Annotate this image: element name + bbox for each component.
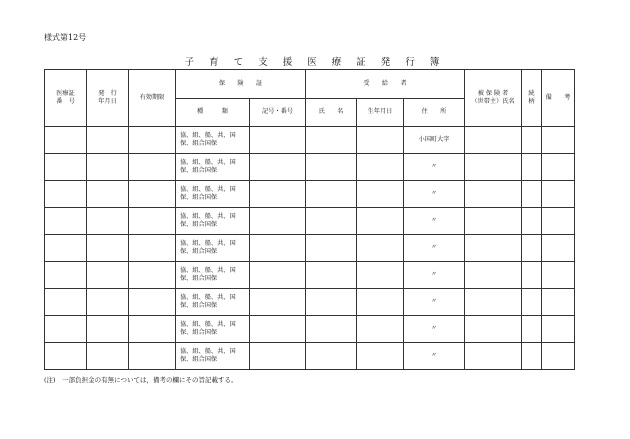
cell-validity[interactable] xyxy=(129,154,176,181)
cell-name[interactable] xyxy=(306,289,357,316)
cell-name[interactable] xyxy=(306,127,357,154)
header-issue-date xyxy=(87,70,129,127)
cell-symbol-number[interactable] xyxy=(250,127,306,154)
cell-type[interactable] xyxy=(176,235,250,262)
header-address-text: 住 所 xyxy=(421,108,447,116)
cell-issue-date[interactable] xyxy=(87,316,129,343)
cell-issue-date[interactable] xyxy=(87,208,129,235)
header-name xyxy=(306,99,357,127)
cell-card-number[interactable] xyxy=(45,208,87,235)
cell-remarks[interactable] xyxy=(542,343,575,370)
header-symbol-number xyxy=(250,99,306,127)
type-line-1: 協、組、船、共、国 xyxy=(180,266,236,274)
cell-type[interactable] xyxy=(176,289,250,316)
cell-issue-date[interactable] xyxy=(87,343,129,370)
type-line-2: 保、組合国保 xyxy=(180,140,218,147)
type-line-2: 保、組合国保 xyxy=(180,329,218,336)
cell-card-number[interactable] xyxy=(45,127,87,154)
cell-remarks[interactable] xyxy=(542,262,575,289)
cell-name[interactable] xyxy=(306,181,357,208)
cell-type[interactable] xyxy=(176,154,250,181)
header-card-number-text: 医療証 番 号 xyxy=(56,89,75,105)
cell-type[interactable] xyxy=(176,262,250,289)
cell-validity[interactable] xyxy=(129,127,176,154)
cell-remarks[interactable] xyxy=(542,154,575,181)
cell-remarks[interactable] xyxy=(542,181,575,208)
cell-insured[interactable] xyxy=(465,289,522,316)
cell-validity[interactable] xyxy=(129,289,176,316)
table-row xyxy=(45,343,575,370)
table-row xyxy=(45,127,575,154)
type-line-1: 協、組、船、共、国 xyxy=(180,239,236,247)
address-text: 小国町大字 xyxy=(418,135,450,143)
table-row xyxy=(45,181,575,208)
cell-issue-date[interactable] xyxy=(87,127,129,154)
cell-card-number[interactable] xyxy=(45,181,87,208)
type-line-1: 協、組、船、共、国 xyxy=(180,131,236,139)
cell-symbol-number[interactable] xyxy=(250,316,306,343)
type-line-2: 保、組合国保 xyxy=(180,248,218,255)
table-row xyxy=(45,154,575,181)
cell-insured[interactable] xyxy=(465,208,522,235)
cell-remarks[interactable] xyxy=(542,289,575,316)
cell-remarks[interactable] xyxy=(542,127,575,154)
cell-validity[interactable] xyxy=(129,316,176,343)
table-row xyxy=(45,235,575,262)
issuance-register-table xyxy=(44,69,575,370)
cell-type[interactable] xyxy=(176,208,250,235)
cell-validity[interactable] xyxy=(129,235,176,262)
header-insured-text: 被 保 険 者 （世帯主）氏名 xyxy=(471,89,515,105)
cell-card-number[interactable] xyxy=(45,343,87,370)
cell-relationship[interactable] xyxy=(522,289,542,316)
cell-relationship[interactable] xyxy=(522,208,542,235)
cell-card-number[interactable] xyxy=(45,262,87,289)
cell-address[interactable] xyxy=(404,154,465,181)
type-line-1: 協、組、船、共、国 xyxy=(180,320,236,328)
type-line-1: 協、組、船、共、国 xyxy=(180,293,236,301)
cell-remarks[interactable] xyxy=(542,208,575,235)
cell-type[interactable] xyxy=(176,127,250,154)
header-issue-date-text: 発 行 年月日 xyxy=(98,89,117,105)
type-line-2: 保、組合国保 xyxy=(180,194,218,201)
cell-issue-date[interactable] xyxy=(87,289,129,316)
table-row xyxy=(45,289,575,316)
cell-address[interactable] xyxy=(404,289,465,316)
cell-card-number[interactable] xyxy=(45,289,87,316)
cell-relationship[interactable] xyxy=(522,181,542,208)
cell-insured[interactable] xyxy=(465,127,522,154)
cell-address[interactable] xyxy=(404,316,465,343)
address-text: 〃 xyxy=(430,297,438,305)
header-relationship xyxy=(522,70,542,127)
type-line-2: 保、組合国保 xyxy=(180,221,218,228)
header-symbol-number-text: 記号・番号 xyxy=(262,108,293,116)
table-row xyxy=(45,316,575,343)
document-title: 子 育 て 支 援 医 療 証 発 行 簿 xyxy=(184,57,446,68)
type-line-1: 協、組、船、共、国 xyxy=(180,347,236,355)
header-insured xyxy=(465,70,522,127)
cell-address[interactable] xyxy=(404,235,465,262)
cell-type[interactable] xyxy=(176,316,250,343)
header-remarks-text: 備 考 xyxy=(545,93,571,101)
cell-name[interactable] xyxy=(306,235,357,262)
cell-symbol-number[interactable] xyxy=(250,154,306,181)
type-line-2: 保、組合国保 xyxy=(180,167,218,174)
cell-symbol-number[interactable] xyxy=(250,262,306,289)
cell-symbol-number[interactable] xyxy=(250,343,306,370)
cell-remarks[interactable] xyxy=(542,316,575,343)
address-text: 〃 xyxy=(430,162,438,170)
cell-symbol-number[interactable] xyxy=(250,181,306,208)
cell-name[interactable] xyxy=(306,316,357,343)
address-text: 〃 xyxy=(430,243,438,251)
type-line-2: 保、組合国保 xyxy=(180,302,218,309)
cell-name[interactable] xyxy=(306,154,357,181)
cell-relationship[interactable] xyxy=(522,235,542,262)
cell-card-number[interactable] xyxy=(45,154,87,181)
cell-birthdate[interactable] xyxy=(357,262,404,289)
header-validity xyxy=(129,70,176,127)
cell-birthdate[interactable] xyxy=(357,154,404,181)
cell-validity[interactable] xyxy=(129,343,176,370)
header-name-text: 氏 名 xyxy=(318,108,344,116)
cell-address[interactable] xyxy=(404,262,465,289)
table-row xyxy=(45,262,575,289)
header-type-text: 種 類 xyxy=(197,108,228,116)
cell-symbol-number[interactable] xyxy=(250,208,306,235)
address-text: 〃 xyxy=(430,189,438,197)
cell-issue-date[interactable] xyxy=(87,235,129,262)
cell-birthdate[interactable] xyxy=(357,235,404,262)
cell-type[interactable] xyxy=(176,343,250,370)
cell-name[interactable] xyxy=(306,262,357,289)
cell-address[interactable] xyxy=(404,181,465,208)
cell-name[interactable] xyxy=(306,343,357,370)
cell-type[interactable] xyxy=(176,181,250,208)
header-address xyxy=(404,99,465,127)
header-insurance-text: 保 険 証 xyxy=(218,79,263,87)
cell-insured[interactable] xyxy=(465,343,522,370)
cell-issue-date[interactable] xyxy=(87,262,129,289)
cell-insured[interactable] xyxy=(465,154,522,181)
cell-relationship[interactable] xyxy=(522,316,542,343)
cell-relationship[interactable] xyxy=(522,154,542,181)
cell-birthdate[interactable] xyxy=(357,316,404,343)
cell-insured[interactable] xyxy=(465,181,522,208)
header-validity-text: 有効期限 xyxy=(139,93,165,101)
address-text: 〃 xyxy=(430,351,438,359)
table-row xyxy=(45,208,575,235)
cell-birthdate[interactable] xyxy=(357,208,404,235)
type-line-2: 保、組合国保 xyxy=(180,275,218,282)
header-insurance xyxy=(176,70,306,99)
cell-card-number[interactable] xyxy=(45,235,87,262)
header-remarks xyxy=(542,70,575,127)
header-beneficiary xyxy=(306,70,465,99)
cell-relationship[interactable] xyxy=(522,343,542,370)
cell-card-number[interactable] xyxy=(45,316,87,343)
cell-validity[interactable] xyxy=(129,208,176,235)
cell-address[interactable] xyxy=(404,208,465,235)
cell-symbol-number[interactable] xyxy=(250,235,306,262)
register-body xyxy=(45,127,575,370)
cell-relationship[interactable] xyxy=(522,262,542,289)
cell-relationship[interactable] xyxy=(522,127,542,154)
type-line-1: 協、組、船、共、国 xyxy=(180,212,236,220)
type-line-1: 協、組、船、共、国 xyxy=(180,185,236,193)
cell-validity[interactable] xyxy=(129,181,176,208)
cell-issue-date[interactable] xyxy=(87,181,129,208)
address-text: 〃 xyxy=(430,324,438,332)
address-text: 〃 xyxy=(430,216,438,224)
cell-remarks[interactable] xyxy=(542,235,575,262)
cell-insured[interactable] xyxy=(465,316,522,343)
type-line-1: 協、組、船、共、国 xyxy=(180,158,236,166)
header-birthdate xyxy=(357,99,404,127)
cell-validity[interactable] xyxy=(129,262,176,289)
cell-address[interactable] xyxy=(404,343,465,370)
cell-birthdate[interactable] xyxy=(357,289,404,316)
header-beneficiary-text: 受 給 者 xyxy=(363,79,407,87)
address-text: 〃 xyxy=(430,270,438,278)
form-number: 様式第12号 xyxy=(44,33,87,42)
footnote: (注) 一部負担金の有無については，備考の欄にその旨記載する。 xyxy=(44,376,238,384)
cell-insured[interactable] xyxy=(465,235,522,262)
header-card-number xyxy=(45,70,87,127)
cell-issue-date[interactable] xyxy=(87,154,129,181)
header-birthdate-text: 生年月日 xyxy=(367,108,393,116)
cell-name[interactable] xyxy=(306,208,357,235)
cell-birthdate[interactable] xyxy=(357,343,404,370)
cell-insured[interactable] xyxy=(465,262,522,289)
header-type xyxy=(176,99,250,127)
cell-birthdate[interactable] xyxy=(357,181,404,208)
type-line-2: 保、組合国保 xyxy=(180,356,218,363)
cell-birthdate[interactable] xyxy=(357,127,404,154)
header-relationship-text: 続 柄 xyxy=(528,89,535,105)
cell-address[interactable] xyxy=(404,127,465,154)
cell-symbol-number[interactable] xyxy=(250,289,306,316)
